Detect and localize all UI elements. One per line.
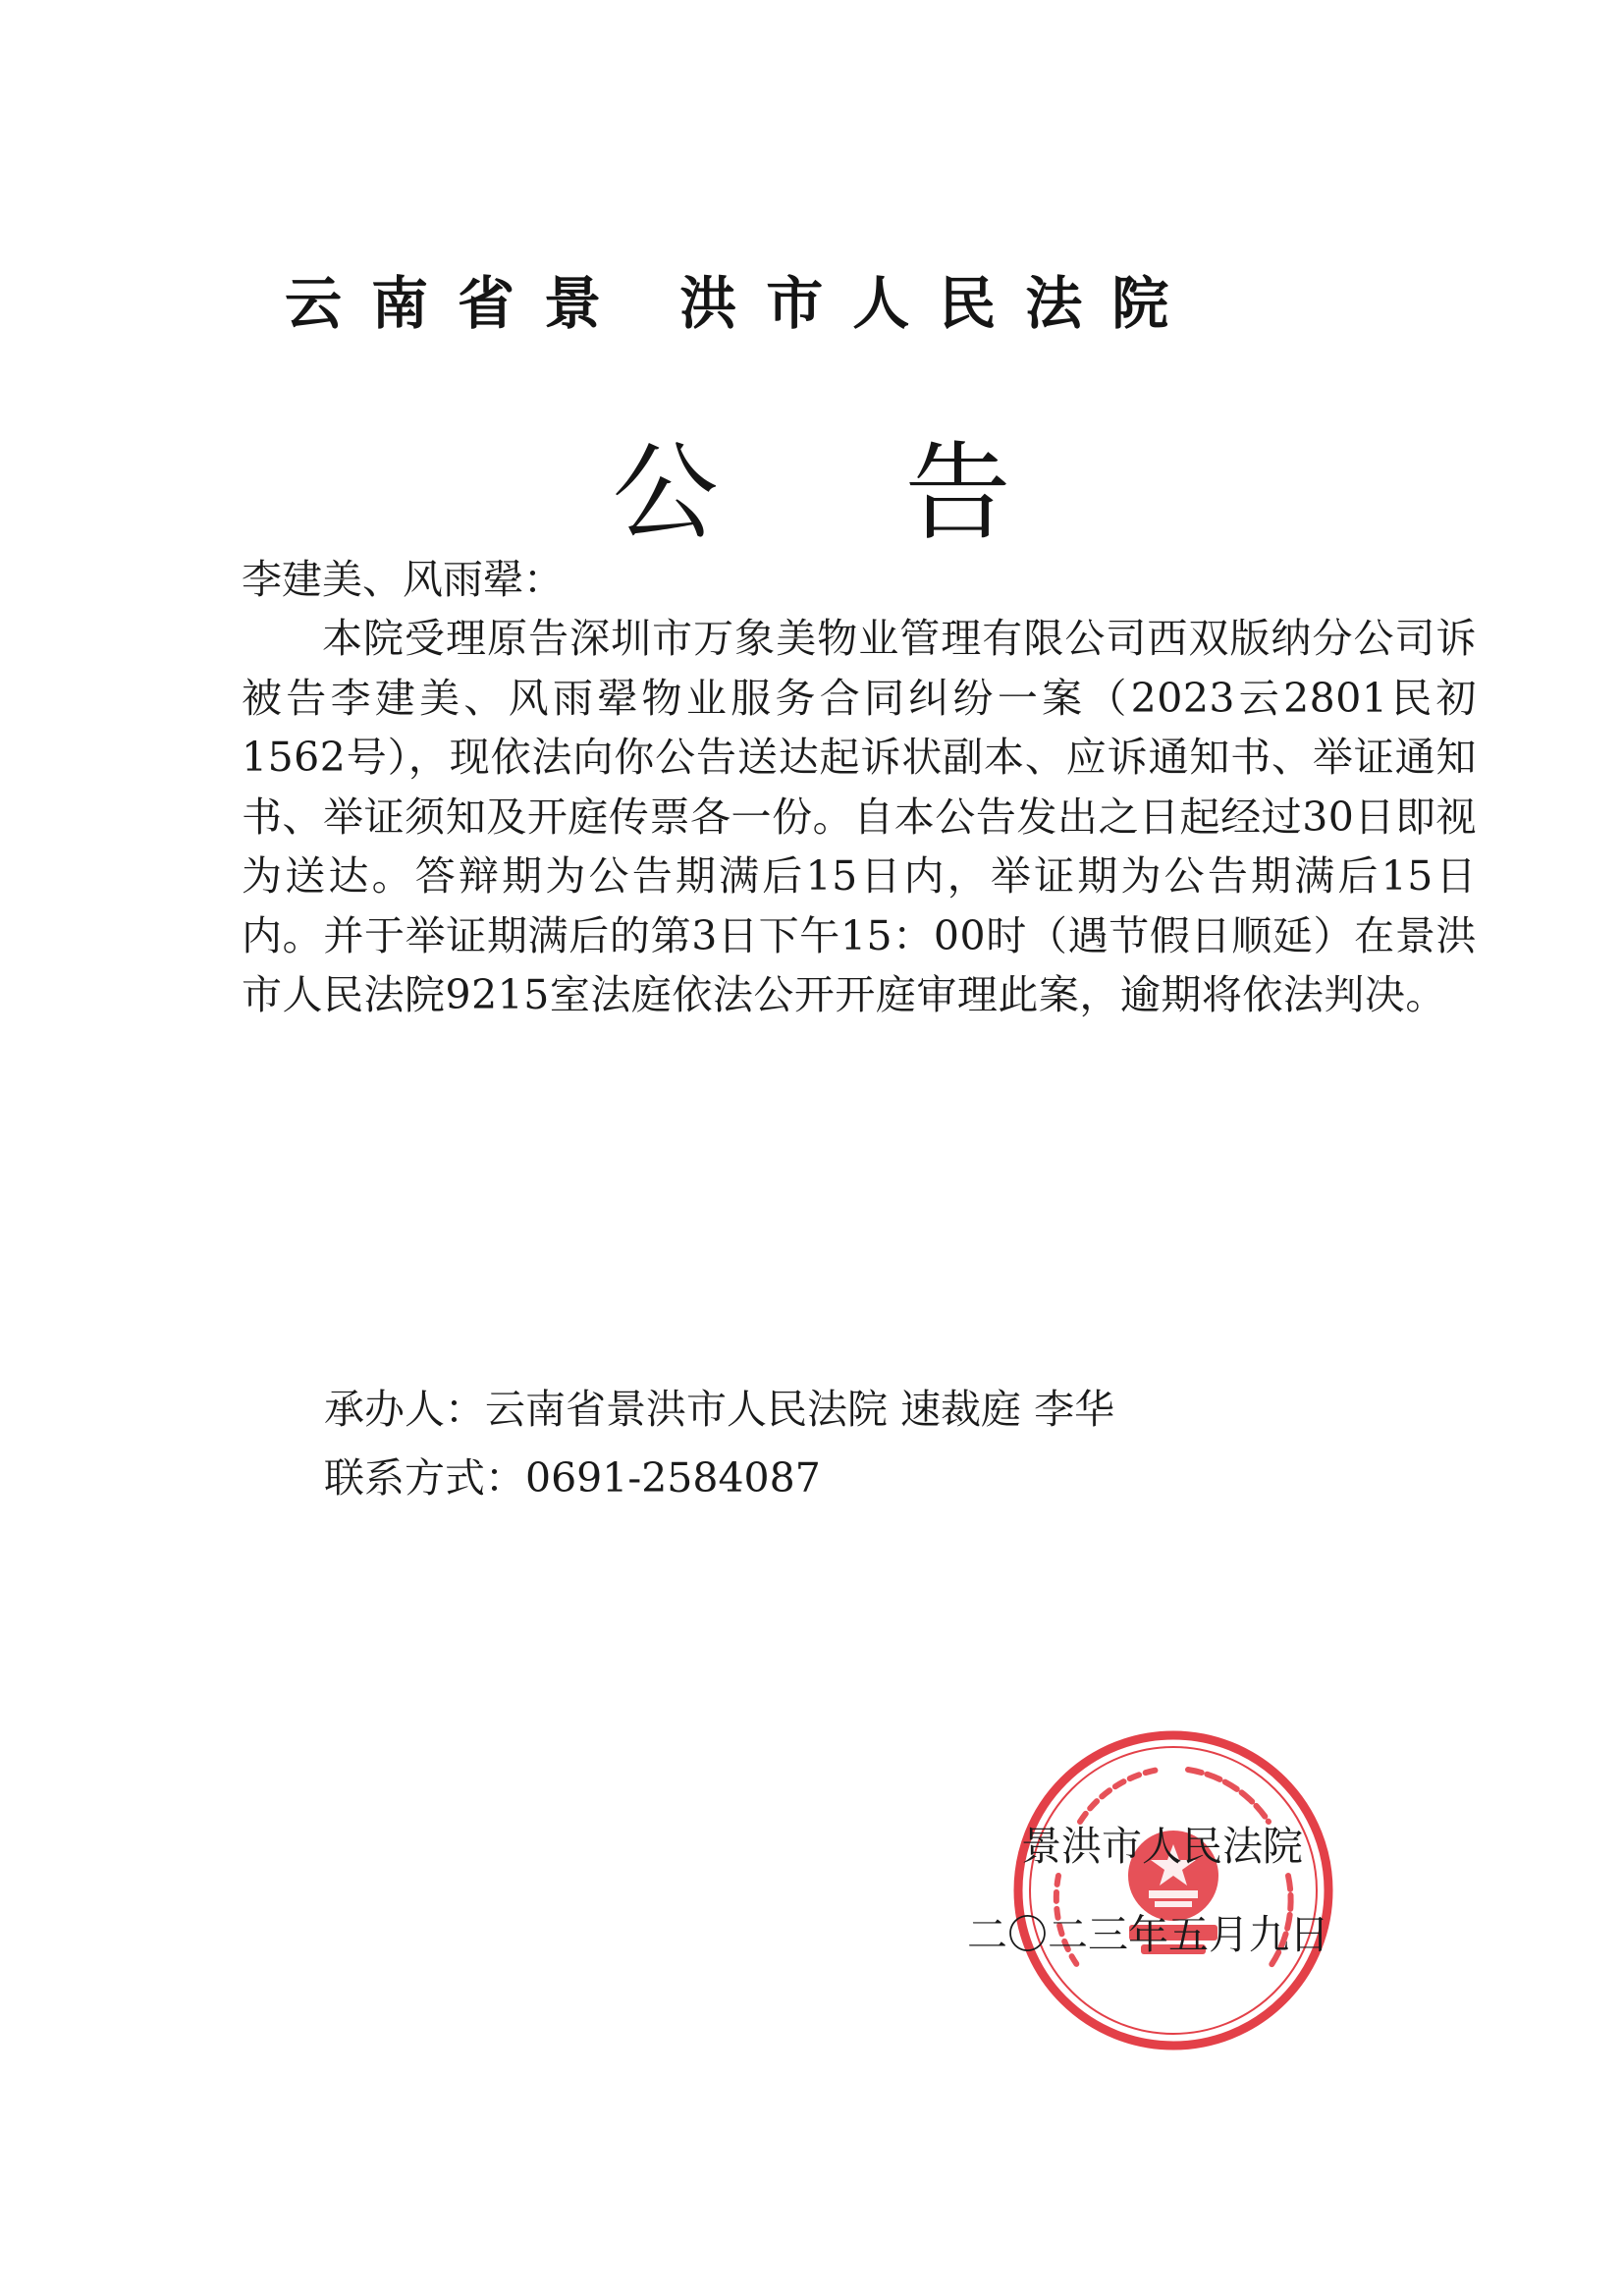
court-seal-stamp xyxy=(1011,1728,1335,2052)
signature-org: 景洪市人民法院 xyxy=(1021,1823,1303,1870)
contact-phone-line: 联系方式：0691-2584087 xyxy=(324,1454,821,1502)
court-name-heading: 云南省景 洪市人民法院 xyxy=(285,270,1199,337)
notice-title: 公告 xyxy=(612,432,1198,555)
signature-date: 二〇二三年五月九日 xyxy=(967,1911,1329,1958)
handler-line: 承办人：云南省景洪市人民法院 速裁庭 李华 xyxy=(324,1386,1115,1433)
recipient-line: 李建美、风雨翚： xyxy=(242,556,564,603)
notice-body: 本院受理原告深圳市万象美物业管理有限公司西双版纳分公司诉被告李建美、风雨翚物业服务合同纠纷一案（2023云2801民初1562号），现依法向你公告送达起诉状副本、应诉通知书、举证通知书、举证须知及开庭传票各一份。自本公告发出之日起经过30日即视为送达。答辩期为公告期满后15日内，举证期为公告期满后15日内。并于举证期满后的第3日下午15：00时（遇节假日顺延）在景洪市人民法院9215室法庭依法公开开庭审理此案，逾期将依法判决。 xyxy=(242,615,1477,1018)
